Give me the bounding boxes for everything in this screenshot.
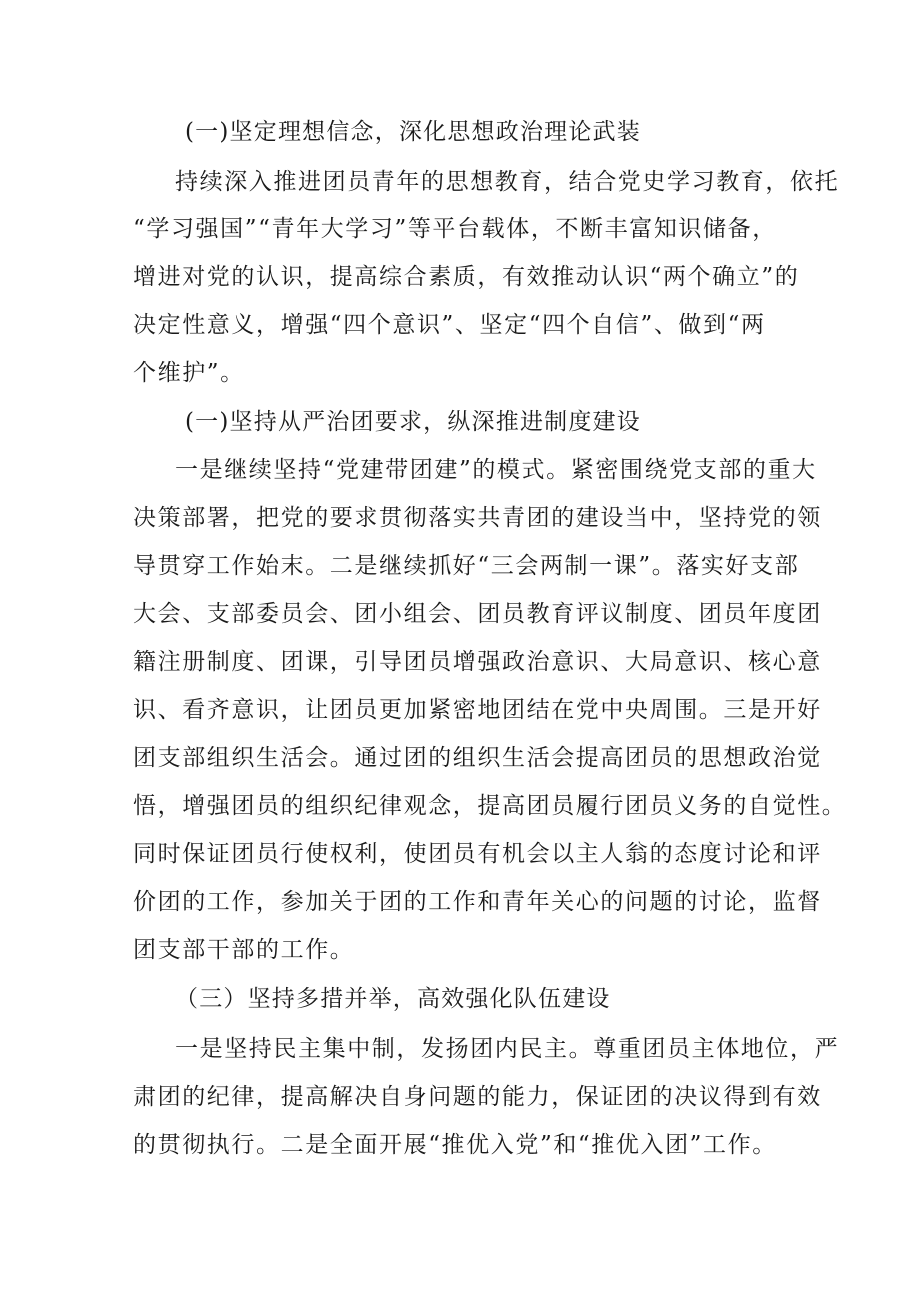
paragraph-line: 个维护”。 (133, 360, 245, 386)
paragraph-line: 的贯彻执行。二是全面开展“推优入党”和“推优入团”工作。 (133, 1132, 777, 1158)
paragraph-line: 识、看齐意识，让团员更加紧密地团结在党中央周围。三是开好 (133, 697, 822, 723)
paragraph-line: 肃团的纪律，提高解决自身问题的能力，保证团的决议得到有效 (133, 1084, 822, 1110)
paragraph-line: 导贯穿工作始末。二是继续抓好“三会两制一课”。落实好支部 (133, 553, 800, 579)
paragraph-line: 大会、支部委员会、团小组会、团员教育评议制度、团员年度团 (133, 601, 822, 627)
paragraph-line: 籍注册制度、团课，引导团员增强政治意识、大局意识、核心意 (133, 649, 822, 675)
paragraph-line: 增进对党的认识，提高综合素质，有效推动认识“两个确立”的 (133, 264, 800, 290)
paragraph-line: 同时保证团员行使权利，使团员有机会以主人翁的态度讨论和评 (133, 841, 822, 867)
paragraph-line: 持续深入推进团员青年的思想教育，结合党史学习教育，依托 (175, 169, 840, 195)
paragraph-line: 团支部组织生活会。通过团的组织生活会提高团员的思想政治觉 (133, 745, 822, 771)
paragraph-line: 一是继续坚持“党建带团建”的模式。紧密围绕党支部的重大 (175, 457, 817, 483)
paragraph-line: 团支部干部的工作。 (133, 937, 355, 963)
paragraph-line: 决策部署，把党的要求贯彻落实共青团的建设当中，坚持党的领 (133, 505, 822, 531)
paragraph-line: 一是坚持民主集中制，发扬团内民主。尊重团员主体地位，严 (175, 1036, 840, 1062)
section-heading-2: (一)坚持从严治团要求，纵深推进制度建设 (185, 409, 641, 435)
paragraph-line: 决定性意义，增强“四个意识”、坚定“四个自信”、做到“两 (133, 312, 766, 338)
paragraph-line: 悟，增强团员的组织纪律观念，提高团员履行团员义务的自觉性。 (133, 793, 847, 819)
paragraph-line: 价团的工作，参加关于团的工作和青年关心的问题的讨论，监督 (133, 889, 822, 915)
paragraph-line: “学习强国”“青年大学习”等平台载体，不断丰富知识储备， (133, 216, 777, 242)
section-heading-3: （三）坚持多措并举，高效强化队伍建设 (175, 986, 611, 1012)
section-heading-1: (一)坚定理想信念，深化思想政治理论武装 (185, 119, 641, 145)
